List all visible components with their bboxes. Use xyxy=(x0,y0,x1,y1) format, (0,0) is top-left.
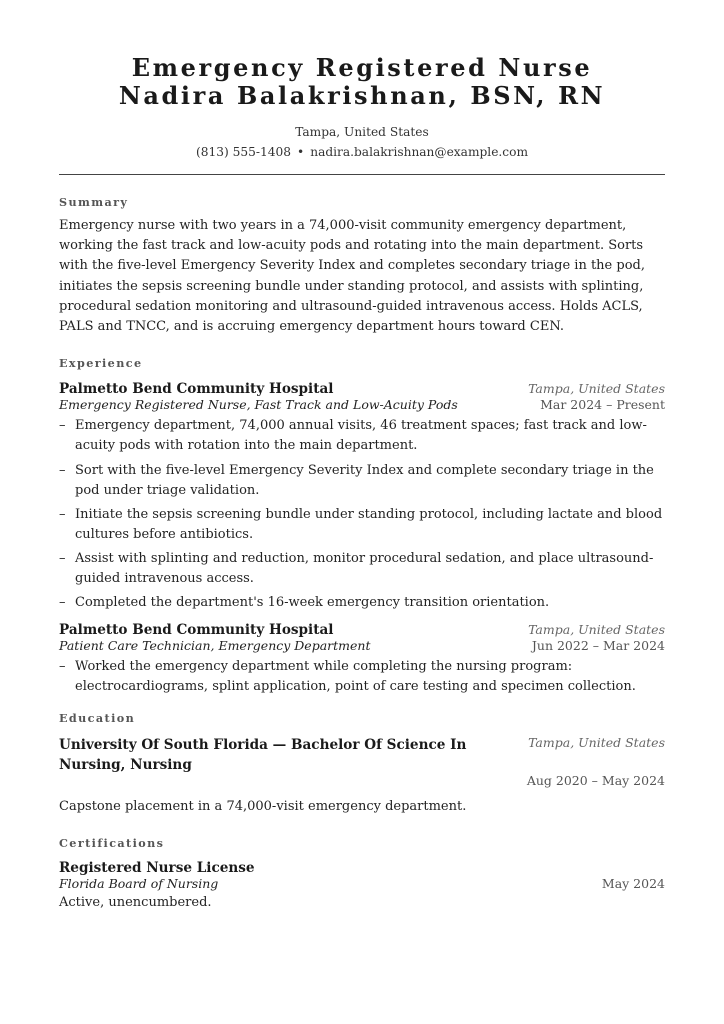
job-employer: Palmetto Bend Community Hospital xyxy=(59,381,334,398)
education-section xyxy=(59,711,665,817)
education-note: Capstone placement in a 74,000-visit emergency department. xyxy=(59,799,467,815)
experience-section xyxy=(59,356,665,697)
list-item: – Initiate the sepsis screening bundle under standing protocol, including lactate and blood cultures before antibiotics. xyxy=(59,505,665,545)
job-employer: Palmetto Bend Community Hospital xyxy=(59,622,334,639)
email: nadira.balakrishnan@example.com xyxy=(310,145,529,159)
job-location: Tampa, United States xyxy=(528,622,665,638)
section-heading-education: Education xyxy=(59,711,136,726)
degree-title: University Of South Florida — Bachelor Of Science In Nursing, Nursing xyxy=(59,737,467,774)
job-entry xyxy=(59,381,665,613)
section-heading-experience: Experience xyxy=(59,356,143,371)
header-divider xyxy=(59,174,665,175)
list-item: – Completed the department's 16-week emergency transition orientation. xyxy=(59,593,665,613)
job-role: Emergency Registered Nurse, Fast Track and Low-Acuity Pods xyxy=(59,397,458,413)
job-dates: Mar 2024 – Present xyxy=(540,397,665,413)
separator-dot: • xyxy=(297,145,305,159)
certifications-section xyxy=(59,836,665,913)
list-item: – Emergency department, 74,000 annual visits, 46 treatment spaces; fast track and low-acuity pods with rotation into the main department. xyxy=(59,416,665,456)
resume-header xyxy=(59,54,665,162)
certification-note: Active, unencumbered. xyxy=(59,894,212,910)
list-item: – Sort with the five-level Emergency Severity Index and complete secondary triage in the pod under triage validation. xyxy=(59,461,665,501)
job-title: Emergency Registered Nurse xyxy=(131,53,593,82)
job-entry xyxy=(59,622,665,697)
section-heading-summary: Summary xyxy=(59,195,129,209)
resume-page xyxy=(59,54,665,913)
summary-section xyxy=(59,195,665,337)
job-role: Patient Care Technician, Emergency Department xyxy=(59,638,371,654)
job-location: Tampa, United States xyxy=(528,381,665,397)
summary-text: Emergency nurse with two years in a 74,000-visit community emergency department, working the fast track and low-acuity pods and rotating into the main department. Sorts with the five-level Emergency Severity Index and completes secondary triage in the pod, initiates the sepsis screening bundle under standing protocol, and assists with splinting, procedural sedation monitoring and ultrasound-guided intravenous access. Holds ACLS, PALS and TNCC, and is accruing emergency department hours toward CEN. xyxy=(59,218,645,335)
contact-line xyxy=(59,142,665,162)
certification-name: Registered Nurse License xyxy=(59,859,255,876)
certification-date: May 2024 xyxy=(601,875,665,891)
certification-issuer: Florida Board of Nursing xyxy=(59,875,219,891)
candidate-name: Nadira Balakrishnan, BSN, RN xyxy=(118,81,606,110)
job-bullets xyxy=(59,657,665,697)
education-dates: Aug 2020 – May 2024 xyxy=(526,773,665,789)
location: Tampa, United States xyxy=(295,125,429,139)
section-heading-certifications: Certifications xyxy=(59,835,165,850)
job-bullets xyxy=(59,416,665,613)
job-dates: Jun 2022 – Mar 2024 xyxy=(531,638,665,654)
phone: (813) 555-1408 xyxy=(195,145,292,159)
list-item: – Worked the emergency department while completing the nursing program: electrocardiograms, splint application, point of care testing and specimen collection. xyxy=(59,657,665,697)
list-item: – Assist with splinting and reduction, monitor procedural sedation, and place ultrasound-guided intravenous access. xyxy=(59,549,665,589)
school-location: Tampa, United States xyxy=(528,735,665,751)
